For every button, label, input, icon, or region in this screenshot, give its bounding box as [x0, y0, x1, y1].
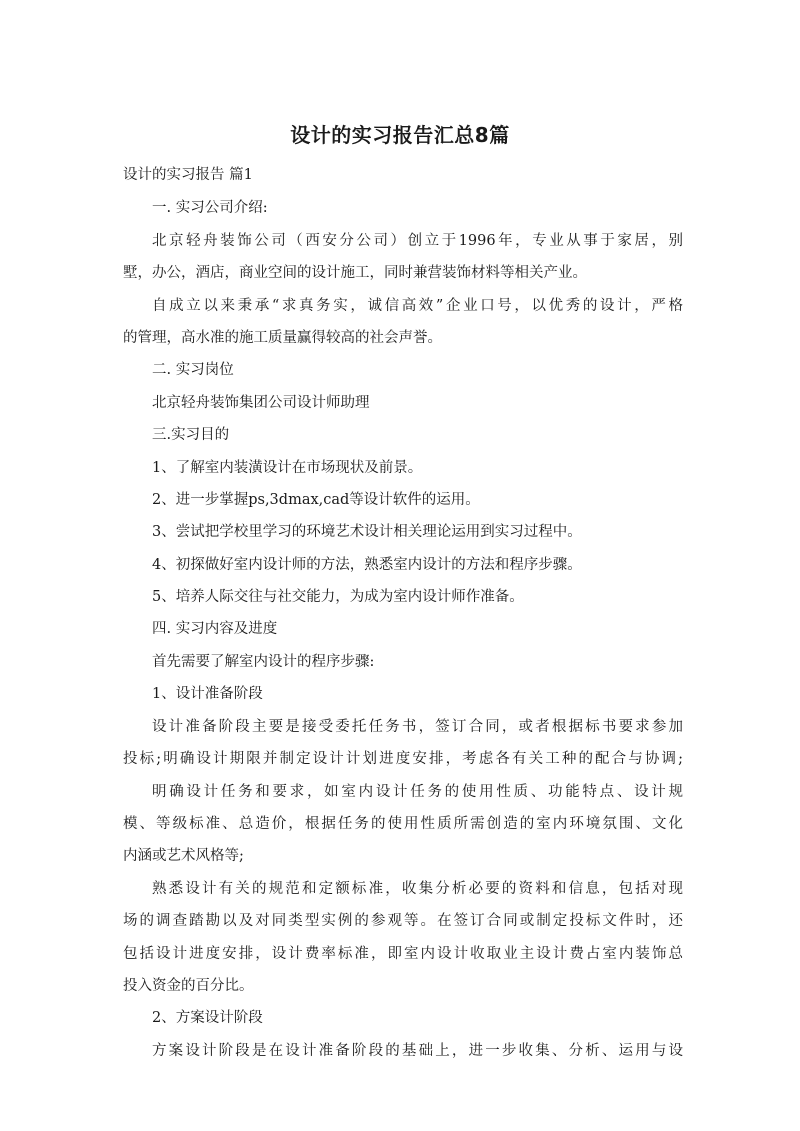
- paragraph-line: 包括设计进度安排，设计费率标准，即室内设计收取业主设计费占室内装饰总: [123, 946, 683, 962]
- paragraph-line: 内涵或艺术风格等;: [123, 848, 244, 864]
- subheading-scheme-design: 2、方案设计阶段: [152, 1010, 263, 1026]
- paragraph-line: 的管理，高水准的施工质量赢得较高的社会声誉。: [123, 330, 442, 346]
- paragraph-line: 方案设计阶段是在设计准备阶段的基础上，进一步收集、分析、运用与设: [152, 1043, 683, 1059]
- paragraph-line: 自成立以来秉承“求真务实，诚信高效”企业口号，以优秀的设计，严格: [152, 298, 683, 314]
- heading-internship-content: 四. 实习内容及进度: [152, 621, 278, 637]
- paragraph-line: 投入资金的百分比。: [123, 978, 254, 994]
- document-title: 设计的实习报告汇总8篇: [290, 123, 510, 147]
- paragraph-line: 场的调查踏勘以及对同类型实例的参观等。在签订合同或制定投标文件时，还: [123, 913, 683, 929]
- paragraph-line: 北京轻舟装饰集团公司设计师助理: [152, 395, 370, 411]
- section-heading-part-1: 设计的实习报告 篇1: [123, 167, 253, 183]
- subheading-design-preparation: 1、设计准备阶段: [152, 686, 263, 702]
- paragraph-line: 北京轻舟装饰公司（西安分公司）创立于1996年，专业从事于家居，别: [152, 233, 683, 249]
- paragraph-line: 模、等级标准、总造价，根据任务的使用性质所需创造的室内环境氛围、文化: [123, 816, 683, 832]
- list-item: 5、培养人际交往与社交能力，为成为室内设计师作准备。: [152, 589, 524, 605]
- list-item: 2、进一步掌握ps,3dmax,cad等设计软件的运用。: [152, 492, 480, 508]
- list-item: 4、初探做好室内设计师的方法，熟悉室内设计的方法和程序步骤。: [152, 557, 582, 573]
- paragraph-line: 墅，办公，酒店，商业空间的设计施工，同时兼营装饰材料等相关产业。: [123, 265, 587, 281]
- list-item: 3、尝试把学校里学习的环境艺术设计相关理论运用到实习过程中。: [152, 524, 582, 540]
- paragraph-line: 设计准备阶段主要是接受委托任务书，签订合同，或者根据标书要求参加: [152, 719, 683, 735]
- paragraph-line: 明确设计任务和要求，如室内设计任务的使用性质、功能特点、设计规: [152, 784, 683, 800]
- paragraph-line: 首先需要了解室内设计的程序步骤:: [152, 654, 375, 670]
- paragraph-line: 投标;明确设计期限并制定设计计划进度安排，考虑各有关工种的配合与协调;: [123, 751, 683, 767]
- list-item: 1、了解室内装潢设计在市场现状及前景。: [152, 460, 423, 476]
- heading-company-intro: 一. 实习公司介绍:: [152, 200, 268, 216]
- paragraph-line: 熟悉设计有关的规范和定额标准，收集分析必要的资料和信息，包括对现: [152, 881, 683, 897]
- heading-internship-post: 二. 实习岗位: [152, 362, 234, 378]
- heading-internship-goal: 三.实习目的: [152, 427, 230, 443]
